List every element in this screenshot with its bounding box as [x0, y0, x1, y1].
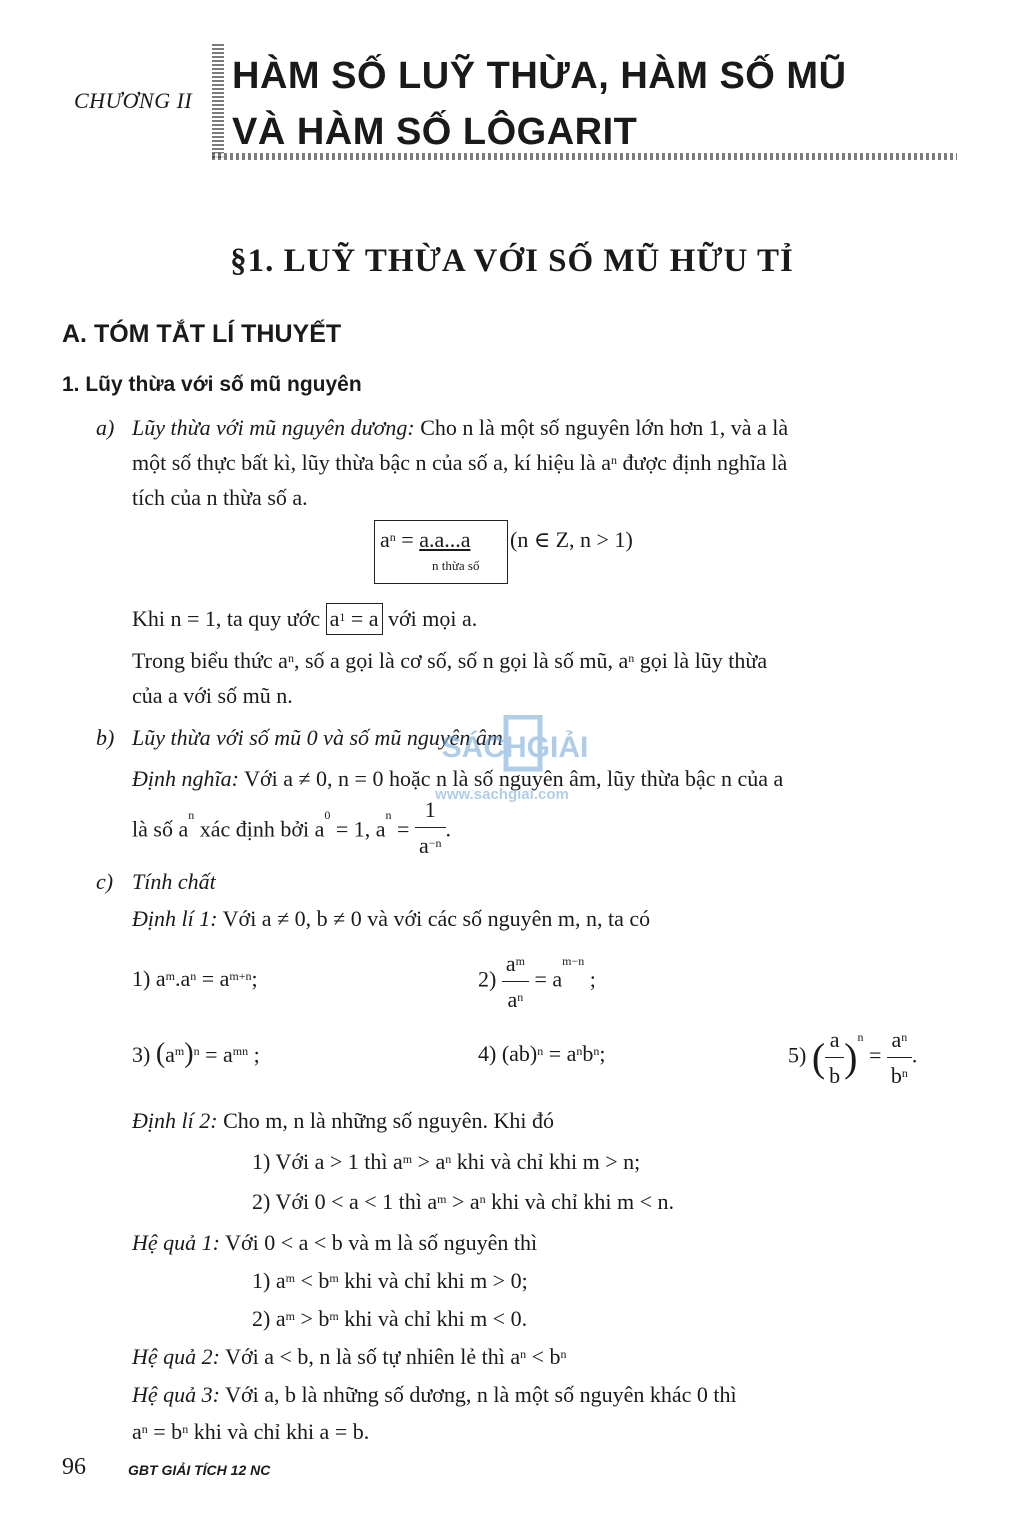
- theorem2-line: Định lí 2: Cho m, n là những số nguyên. Khi đó: [132, 1108, 554, 1133]
- property-1: 1) $a^m.a^n = a^{m+n}$;: [132, 966, 258, 991]
- item-b-label: b): [96, 725, 115, 750]
- corollary3-line2: $a^n = b^n$ khi và chỉ khi a = b.: [132, 1419, 370, 1444]
- subsection-1-heading: 1. Lũy thừa với số mũ nguyên: [62, 373, 362, 396]
- theorem2-item1: 1) Với a > 1 thì $a^m > a^n$ khi và chỉ khi m > n;: [252, 1149, 641, 1174]
- watermark-url: www.sachgiai.com: [435, 786, 569, 803]
- item-c-label: c): [96, 869, 114, 894]
- definition-fraction: $\frac{1}{a^{-n}}$: [415, 792, 446, 863]
- expression-line1: Trong biểu thức $a^n$, số a gọi là cơ số, số n gọi là số mũ, $a^n$ gọi là lũy thừa: [132, 648, 768, 673]
- chapter-label: CHƯƠNG II: [74, 88, 193, 113]
- corollary1-item2: 2) $a^m > b^m$ khi và chỉ khi m < 0.: [252, 1306, 528, 1331]
- definition-line2: là số $a^n$ xác định bởi $a^0 = 1$, $a^n$ = $\frac{1}{a^{-n}}$ .: [132, 800, 451, 863]
- chapter-title-line2: VÀ HÀM SỐ LÔGARIT: [232, 111, 638, 153]
- property-3: 3) $(a^m)^n = a^{mn}$ ;: [132, 1038, 260, 1069]
- item-b-title: Lũy thừa với số mũ 0 và số mũ nguyên âm: [132, 725, 503, 750]
- page-number: 96: [62, 1454, 86, 1480]
- convention-line: Khi n = 1, ta quy ước $a^1 = a$ với mọi a.: [132, 601, 477, 636]
- item-a-label: a): [96, 415, 115, 440]
- item-a-line3: tích của n thừa số a.: [132, 485, 308, 510]
- property-5: 5) ( $\frac{a}{b}$ )$^n$ = $\frac{a^n}{b^n}$ .: [788, 1022, 917, 1093]
- formula-condition: (n ∈ Z, n > 1): [510, 527, 633, 552]
- definition-line1: Định nghĩa: Với a ≠ 0, n = 0 hoặc n là số nguyên âm, lũy thừa bậc n của a: [132, 766, 784, 791]
- section-title: §1. LUỸ THỪA VỚI SỐ MŨ HỮU TỈ: [230, 243, 794, 279]
- item-a-line1: Lũy thừa với mũ nguyên dương: Cho n là một số nguyên lớn hơn 1, và a là: [132, 415, 789, 440]
- formula-power: $a^n = a.a...a$: [380, 527, 471, 552]
- property-2: 2) $\frac{a^m}{a^n}$ = $a^{m-n}$ ;: [478, 946, 596, 1017]
- convention-box: $a^1 = a$: [326, 603, 383, 635]
- formula-underbrace-label: n thừa số: [432, 558, 480, 573]
- corollary1-item1: 1) $a^m < b^m$ khi và chỉ khi m > 0;: [252, 1268, 528, 1293]
- expression-line2: của a với số mũ n.: [132, 683, 293, 708]
- chapter-border-vertical: [212, 44, 224, 159]
- item-a-title: Lũy thừa với mũ nguyên dương:: [132, 415, 415, 440]
- corollary1-line: Hệ quả 1: Với 0 < a < b và m là số nguyên thì: [132, 1230, 538, 1255]
- theorem1-line: Định lí 1: Với a ≠ 0, b ≠ 0 và với các số nguyên m, n, ta có: [132, 906, 651, 931]
- part-a-heading: A. TÓM TẮT LÍ THUYẾT: [62, 320, 342, 348]
- corollary2-line: Hệ quả 2: Với a < b, n là số tự nhiên lẻ thì $a^n < b^n$: [132, 1344, 567, 1369]
- property-2-fraction: $\frac{a^m}{a^n}$: [502, 946, 529, 1017]
- chapter-title: [232, 48, 847, 160]
- book-title-footer: GBT GIẢI TÍCH 12 NC: [128, 1462, 271, 1478]
- theorem2-item2: 2) Với 0 < a < 1 thì $a^m > a^n$ khi và chỉ khi m < n.: [252, 1189, 675, 1214]
- corollary3-line1: Hệ quả 3: Với a, b là những số dương, n là một số nguyên khác 0 thì: [132, 1382, 737, 1407]
- item-a-line2: một số thực bất kì, lũy thừa bậc n của số a, kí hiệu là $a^n$ được định nghĩa là: [132, 450, 788, 475]
- chapter-title-line1: HÀM SỐ LUỸ THỪA, HÀM SỐ MŨ: [232, 55, 847, 97]
- item-c-title: Tính chất: [132, 869, 216, 894]
- property-4: 4) $(ab)^n = a^nb^n$;: [478, 1041, 606, 1066]
- watermark-brand: SÁCHGIẢI: [441, 731, 589, 764]
